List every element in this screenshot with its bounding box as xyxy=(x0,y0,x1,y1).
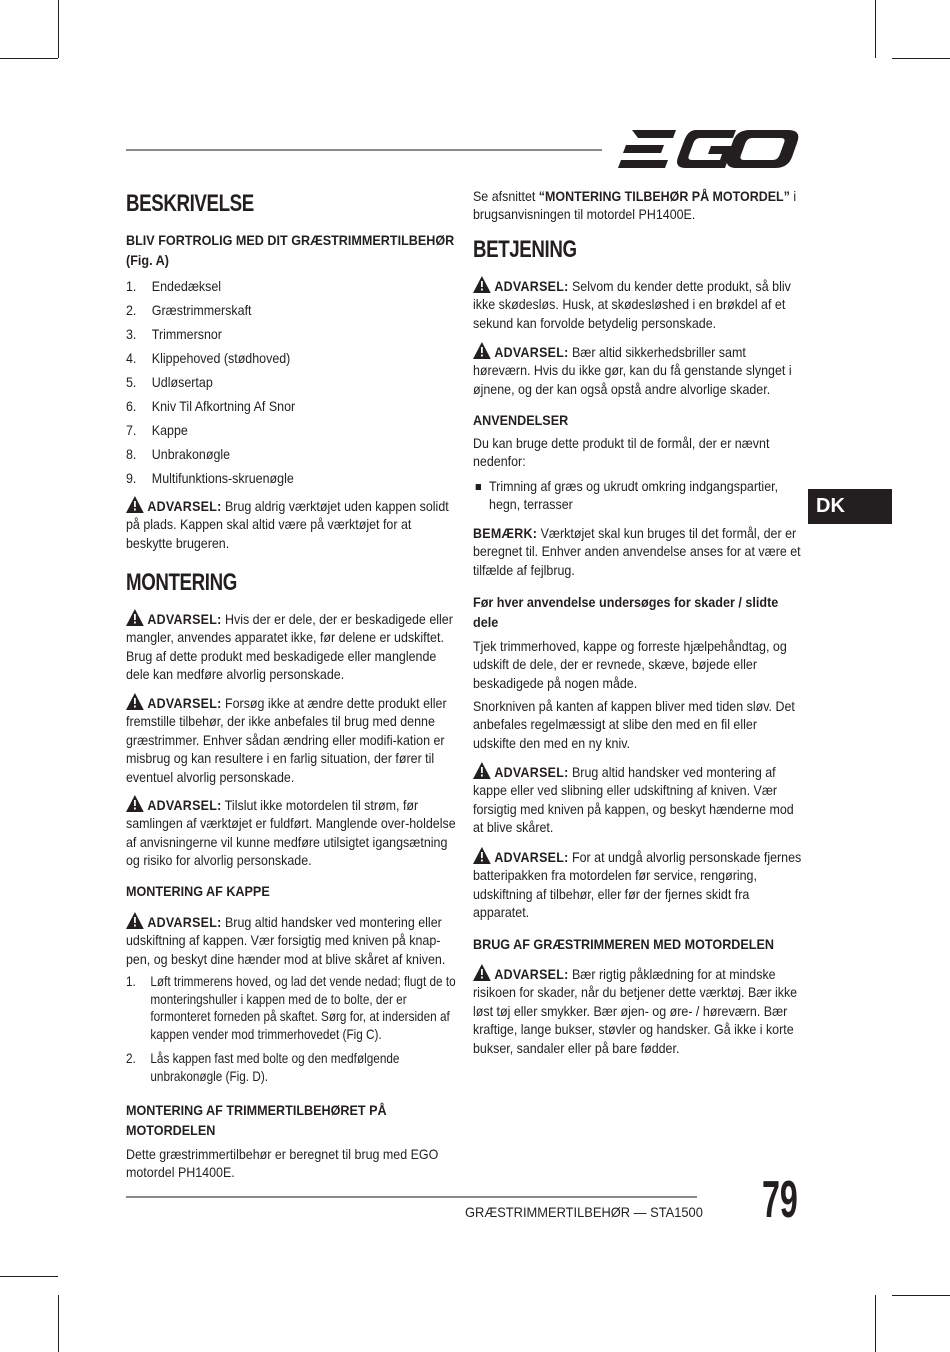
note-paragraph: BEMÆRK: Værktøjet skal kun bruges til det formål, der er beregnet til. Enhver anden anvendelse anses for at være et tilfælde af fejlbrug. xyxy=(473,525,801,578)
list-item: 5. Udløsertap xyxy=(126,374,213,390)
list-item: 2. Græstrimmerskaft xyxy=(126,302,252,318)
body-paragraph: Dette græstrimmertilbehør er beregnet til brug med EGO motordel PH1400E. xyxy=(126,1146,439,1181)
warning-triangle-icon xyxy=(126,912,144,929)
warning-paragraph: ADVARSEL: Selvom du kender dette produkt, så bliv ikke skødesløs. Husk, at skødesløshed i en brøkdel af et sekund kan forvolde betydelig personskade. xyxy=(473,278,791,331)
subheading-montering-af-kappe: MONTERING AF KAPPE xyxy=(126,883,270,899)
section-title-betjening: BETJENING xyxy=(473,236,577,263)
body-paragraph: Tjek trimmerhoved, kappe og forreste hjælpehåndtag, og udskift de dele, der er revnede, skæve, bøjede eller beskadigede på nogen måde. xyxy=(473,638,787,691)
subheading-anvendelser: ANVENDELSER xyxy=(473,412,569,428)
page-number: 79 xyxy=(762,1171,798,1229)
list-item: 1. Løft trimmerens hoved, og lad det vende nedad; flugt de to monteringshuller i kappen med de to bolte, der er formonteret forneden på skaftet. Sørg for, at indersiden af kappen vender mod trimmerhovedet (Fig C). xyxy=(126,973,456,1042)
crop-mark xyxy=(0,58,58,59)
warning-paragraph: ADVARSEL: Forsøg ikke at ændre dette produkt eller fremstille tilbehør, der ikke anbefales til brug med denne græstrimmer. Enhver sådan ændring eller modifi-kation er misbrug og kan resultere i en farlig situation, der fører til eventuel alvorlig personskade. xyxy=(126,695,447,785)
warning-paragraph: ADVARSEL: For at undgå alvorlig personskade fjernes batteripakken fra motordelen før service, rengøring, udskiftning af tilbehør, eller før der fjernes skidt fra apparatet. xyxy=(473,849,802,921)
warning-paragraph: ADVARSEL: Brug aldrig værktøjet uden kappen solidt på plads. Kappen skal altid være på værktøjet for at beskytte brugeren. xyxy=(126,498,449,551)
list-item: 4. Klippehoved (stødhoved) xyxy=(126,350,291,366)
header-rule xyxy=(126,149,602,151)
crop-mark xyxy=(892,1295,950,1296)
warning-triangle-icon xyxy=(126,609,144,626)
body-paragraph: Du kan bruge dette produkt til de formål, der er nævnt nedenfor: xyxy=(473,435,770,470)
footer-title: GRÆSTRIMMERTILBEHØR — STA1500 xyxy=(465,1204,703,1220)
section-title-montering: MONTERING xyxy=(126,569,237,596)
crop-mark xyxy=(875,1295,876,1352)
warning-paragraph: ADVARSEL: Brug altid handsker ved montering af kappe eller ved slibning eller udskiftning af kniven. Vær forsigtig med kniven på kappen, og beskyt hænderne mod at blive skåret. xyxy=(473,764,794,836)
fig-heading: BLIV FORTROLIG MED DIT GRÆSTRIMMERTILBEHØR (Fig. A) xyxy=(126,232,455,268)
section-title-beskrivelse: BESKRIVELSE xyxy=(126,190,254,217)
list-item: 2. Lås kappen fast med bolte og den medfølgende unbrakonøgle (Fig. D). xyxy=(126,1050,400,1084)
warning-triangle-icon xyxy=(126,795,144,812)
crop-mark xyxy=(0,1276,58,1277)
list-item: Trimning af græs og ukrudt omkring indgangspartier, hegn, terrasser xyxy=(473,477,803,514)
list-item: 7. Kappe xyxy=(126,422,188,438)
warning-triangle-icon xyxy=(126,496,144,513)
subheading-montering-trimmertilbehoer: MONTERING AF TRIMMERTILBEHØRET PÅ MOTORDELEN xyxy=(126,1102,387,1138)
warning-paragraph: ADVARSEL: Brug altid handsker ved montering eller udskiftning af kappen. Vær forsigtig med kniven på knap-pen, og beskyt dine hænder mod at blive skåret af kniven. xyxy=(126,914,446,967)
list-item: 9. Multifunktions-skruenøgle xyxy=(126,470,294,486)
warning-triangle-icon xyxy=(473,762,491,779)
subheading-brug: BRUG AF GRÆSTRIMMEREN MED MOTORDELEN xyxy=(473,936,775,952)
crop-mark xyxy=(892,58,950,59)
body-paragraph: Se afsnittet “MONTERING TILBEHØR PÅ MOTORDEL” i brugsanvisningen til motordel PH1400E. xyxy=(473,188,797,223)
parts-list xyxy=(126,274,456,490)
warning-paragraph: ADVARSEL: Tilslut ikke motordelen til strøm, før samlingen af værktøjet er fuldført. Manglende over-holdelse af anvisningerne vil kunne medføre utilsigtet igangsætning og risiko for alvorlig personskade. xyxy=(126,797,456,869)
warning-triangle-icon xyxy=(473,847,491,864)
steps-list xyxy=(126,973,456,1086)
warning-paragraph: ADVARSEL: Bær altid sikkerhedsbriller samt høreværn. Hvis du ikke gør, kan du få genstande slynget i øjnene, og der kan også opstå andre alvorlige skader. xyxy=(473,344,792,397)
warning-triangle-icon xyxy=(473,342,491,359)
list-item: 3. Trimmersnor xyxy=(126,326,222,342)
body-paragraph: Snorkniven på kanten af kappen bliver med tiden sløv. Det anbefales regelmæssigt at slibe den med en fil eller udskifte den med en ny kniv. xyxy=(473,698,795,751)
bullet-icon xyxy=(476,484,481,490)
warning-triangle-icon xyxy=(473,276,491,293)
warning-paragraph: ADVARSEL: Hvis der er dele, der er beskadigede eller mangler, anvendes apparatet ikke, før delene er udskiftet. Brug af dette produkt med beskadigede eller manglende dele kan medføre alvorlig personskade. xyxy=(126,611,453,683)
list-item: 6. Kniv Til Afkortning Af Snor xyxy=(126,398,296,414)
warning-paragraph: ADVARSEL: Bær rigtig påklædning for at mindske risikoen for skader, når du betjener dette værktøj. Bær ikke løst tøj eller smykker. Bær øjen- og øre- / høreværn. Bær kraftige, lange bukser, støvler og handsker. Gå ikke i korte bukser, sandaler eller på bare fødder. xyxy=(473,966,798,1056)
footer-rule xyxy=(126,1196,697,1198)
warning-triangle-icon xyxy=(473,964,491,981)
language-tab: DK xyxy=(808,489,892,524)
list-item: 1. Endedæksel xyxy=(126,278,222,294)
list-item: 8. Unbrakonøgle xyxy=(126,446,231,462)
crop-mark xyxy=(58,1295,59,1352)
warning-triangle-icon xyxy=(126,693,144,710)
ego-logo xyxy=(618,128,800,170)
crop-mark xyxy=(875,0,876,58)
crop-mark xyxy=(58,0,59,58)
subheading-inspect: Før hver anvendelse undersøges for skader / slidte dele xyxy=(473,594,779,630)
